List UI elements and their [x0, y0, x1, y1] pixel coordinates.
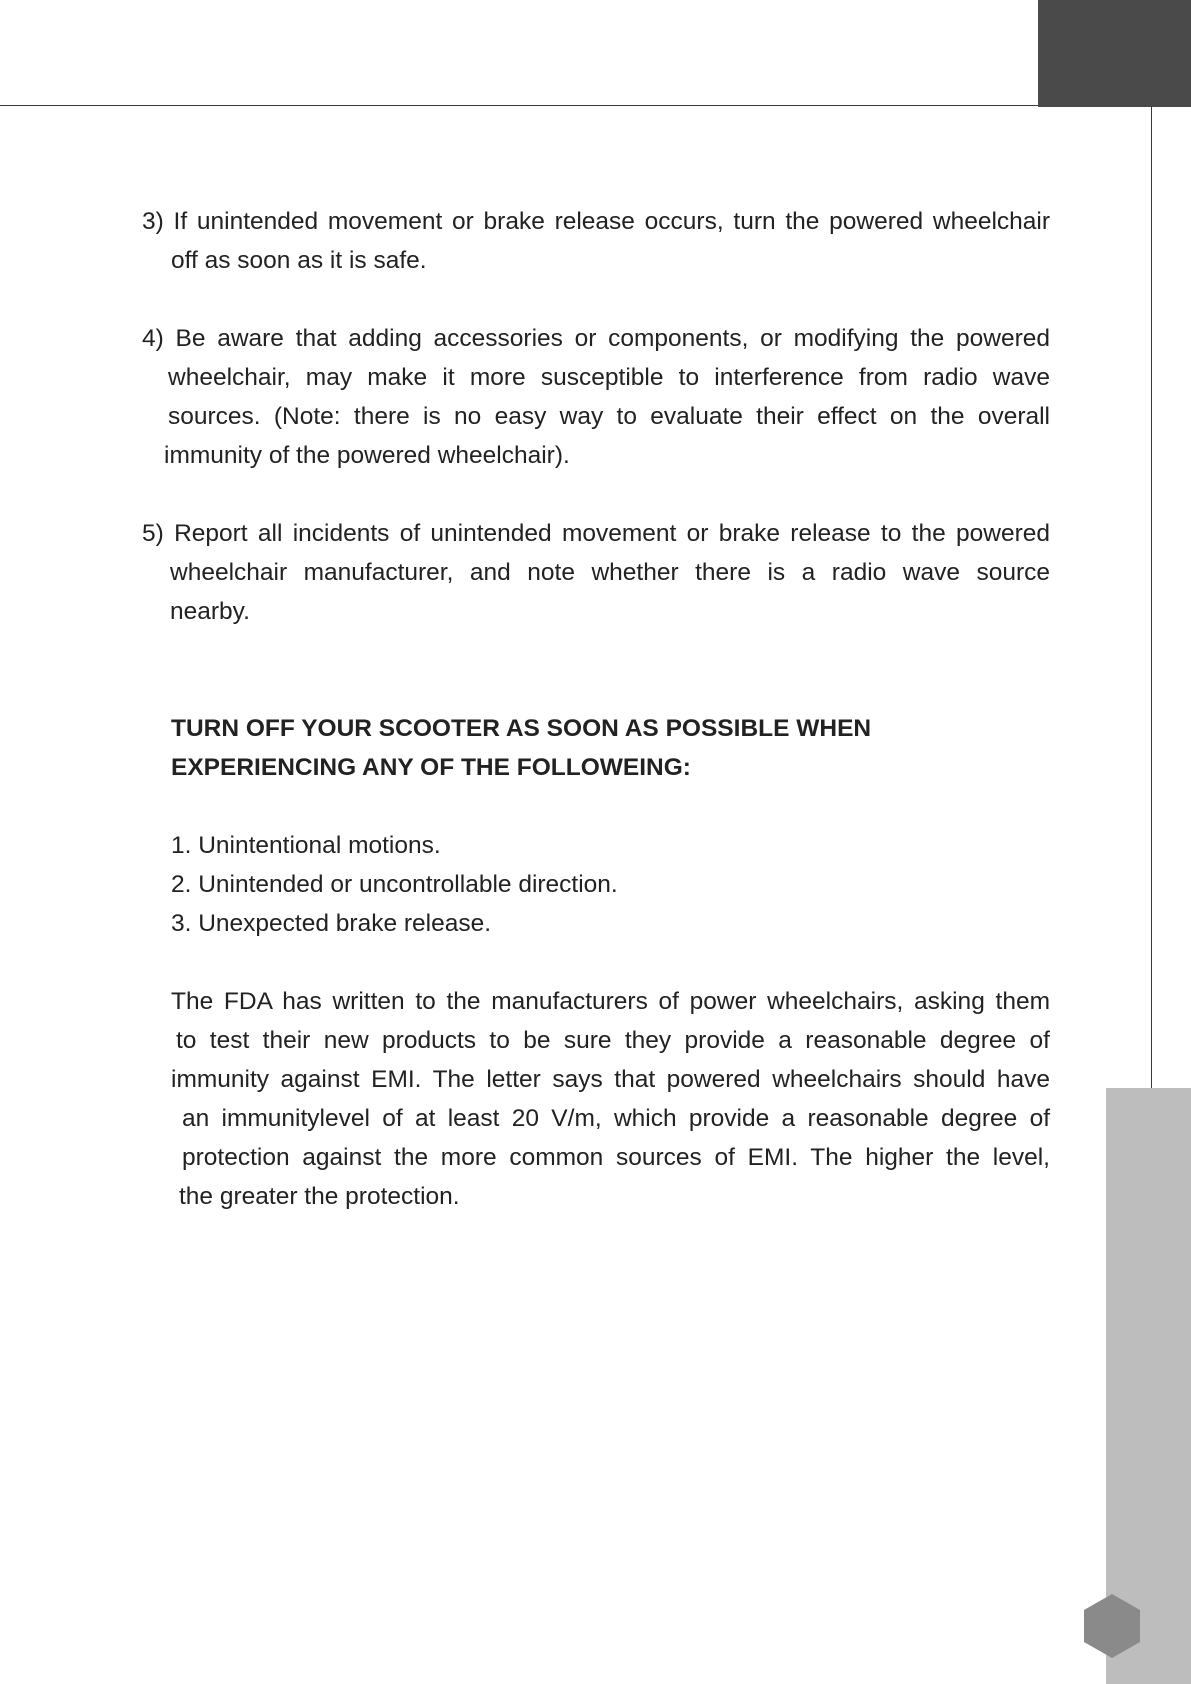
- warning-list: [171, 826, 1051, 943]
- fda-line: protection against the more common sources of EMI. The higher the level,: [182, 1144, 1050, 1171]
- warning-list-item: 2. Unintended or uncontrollable direction.: [171, 871, 618, 898]
- item-4-line: immunity of the powered wheelchair).: [164, 442, 570, 469]
- fda-line: to test their new products to be sure they provide a reasonable degree of: [176, 1027, 1050, 1054]
- corner-tab: [1038, 0, 1191, 107]
- fda-line: The FDA has written to the manufacturers of power wheelchairs, asking them: [171, 988, 1050, 1015]
- item-4-line: wheelchair, may make it more susceptible to interference from radio wave: [168, 364, 1050, 391]
- item-5-line: nearby.: [170, 598, 250, 625]
- header-rule: [0, 105, 1151, 106]
- item-4-line: sources. (Note: there is no easy way to evaluate their effect on the overall: [168, 403, 1050, 430]
- page-hexagon-icon: [1084, 1594, 1140, 1658]
- item-5-line: wheelchair manufacturer, and note whether there is a radio wave source: [170, 559, 1050, 586]
- fda-paragraph: [171, 982, 1050, 1216]
- item-5-line: 5) Report all incidents of unintended movement or brake release to the powered: [142, 520, 1050, 547]
- fda-line: an immunitylevel of at least 20 V/m, which provide a reasonable degree of: [182, 1105, 1050, 1132]
- item-5: [142, 514, 1050, 631]
- item-3-line: 3) If unintended movement or brake release occurs, turn the powered wheelchair: [142, 208, 1050, 235]
- warning-list-item: 1. Unintentional motions.: [171, 832, 441, 859]
- fda-line: the greater the protection.: [179, 1183, 460, 1210]
- warning-heading-line: EXPERIENCING ANY OF THE FOLLOWEING:: [171, 754, 691, 781]
- warning-heading: [171, 709, 1051, 787]
- item-3-line: off as soon as it is safe.: [171, 247, 427, 274]
- item-3: [142, 202, 1050, 280]
- warning-list-item: 3. Unexpected brake release.: [171, 910, 492, 937]
- fda-line: immunity against EMI. The letter says that powered wheelchairs should have: [171, 1066, 1050, 1093]
- item-4: [142, 319, 1050, 475]
- side-rule: [1151, 106, 1152, 1088]
- item-4-line: 4) Be aware that adding accessories or components, or modifying the powered: [142, 325, 1050, 352]
- warning-heading-line: TURN OFF YOUR SCOOTER AS SOON AS POSSIBLE WHEN: [171, 715, 872, 742]
